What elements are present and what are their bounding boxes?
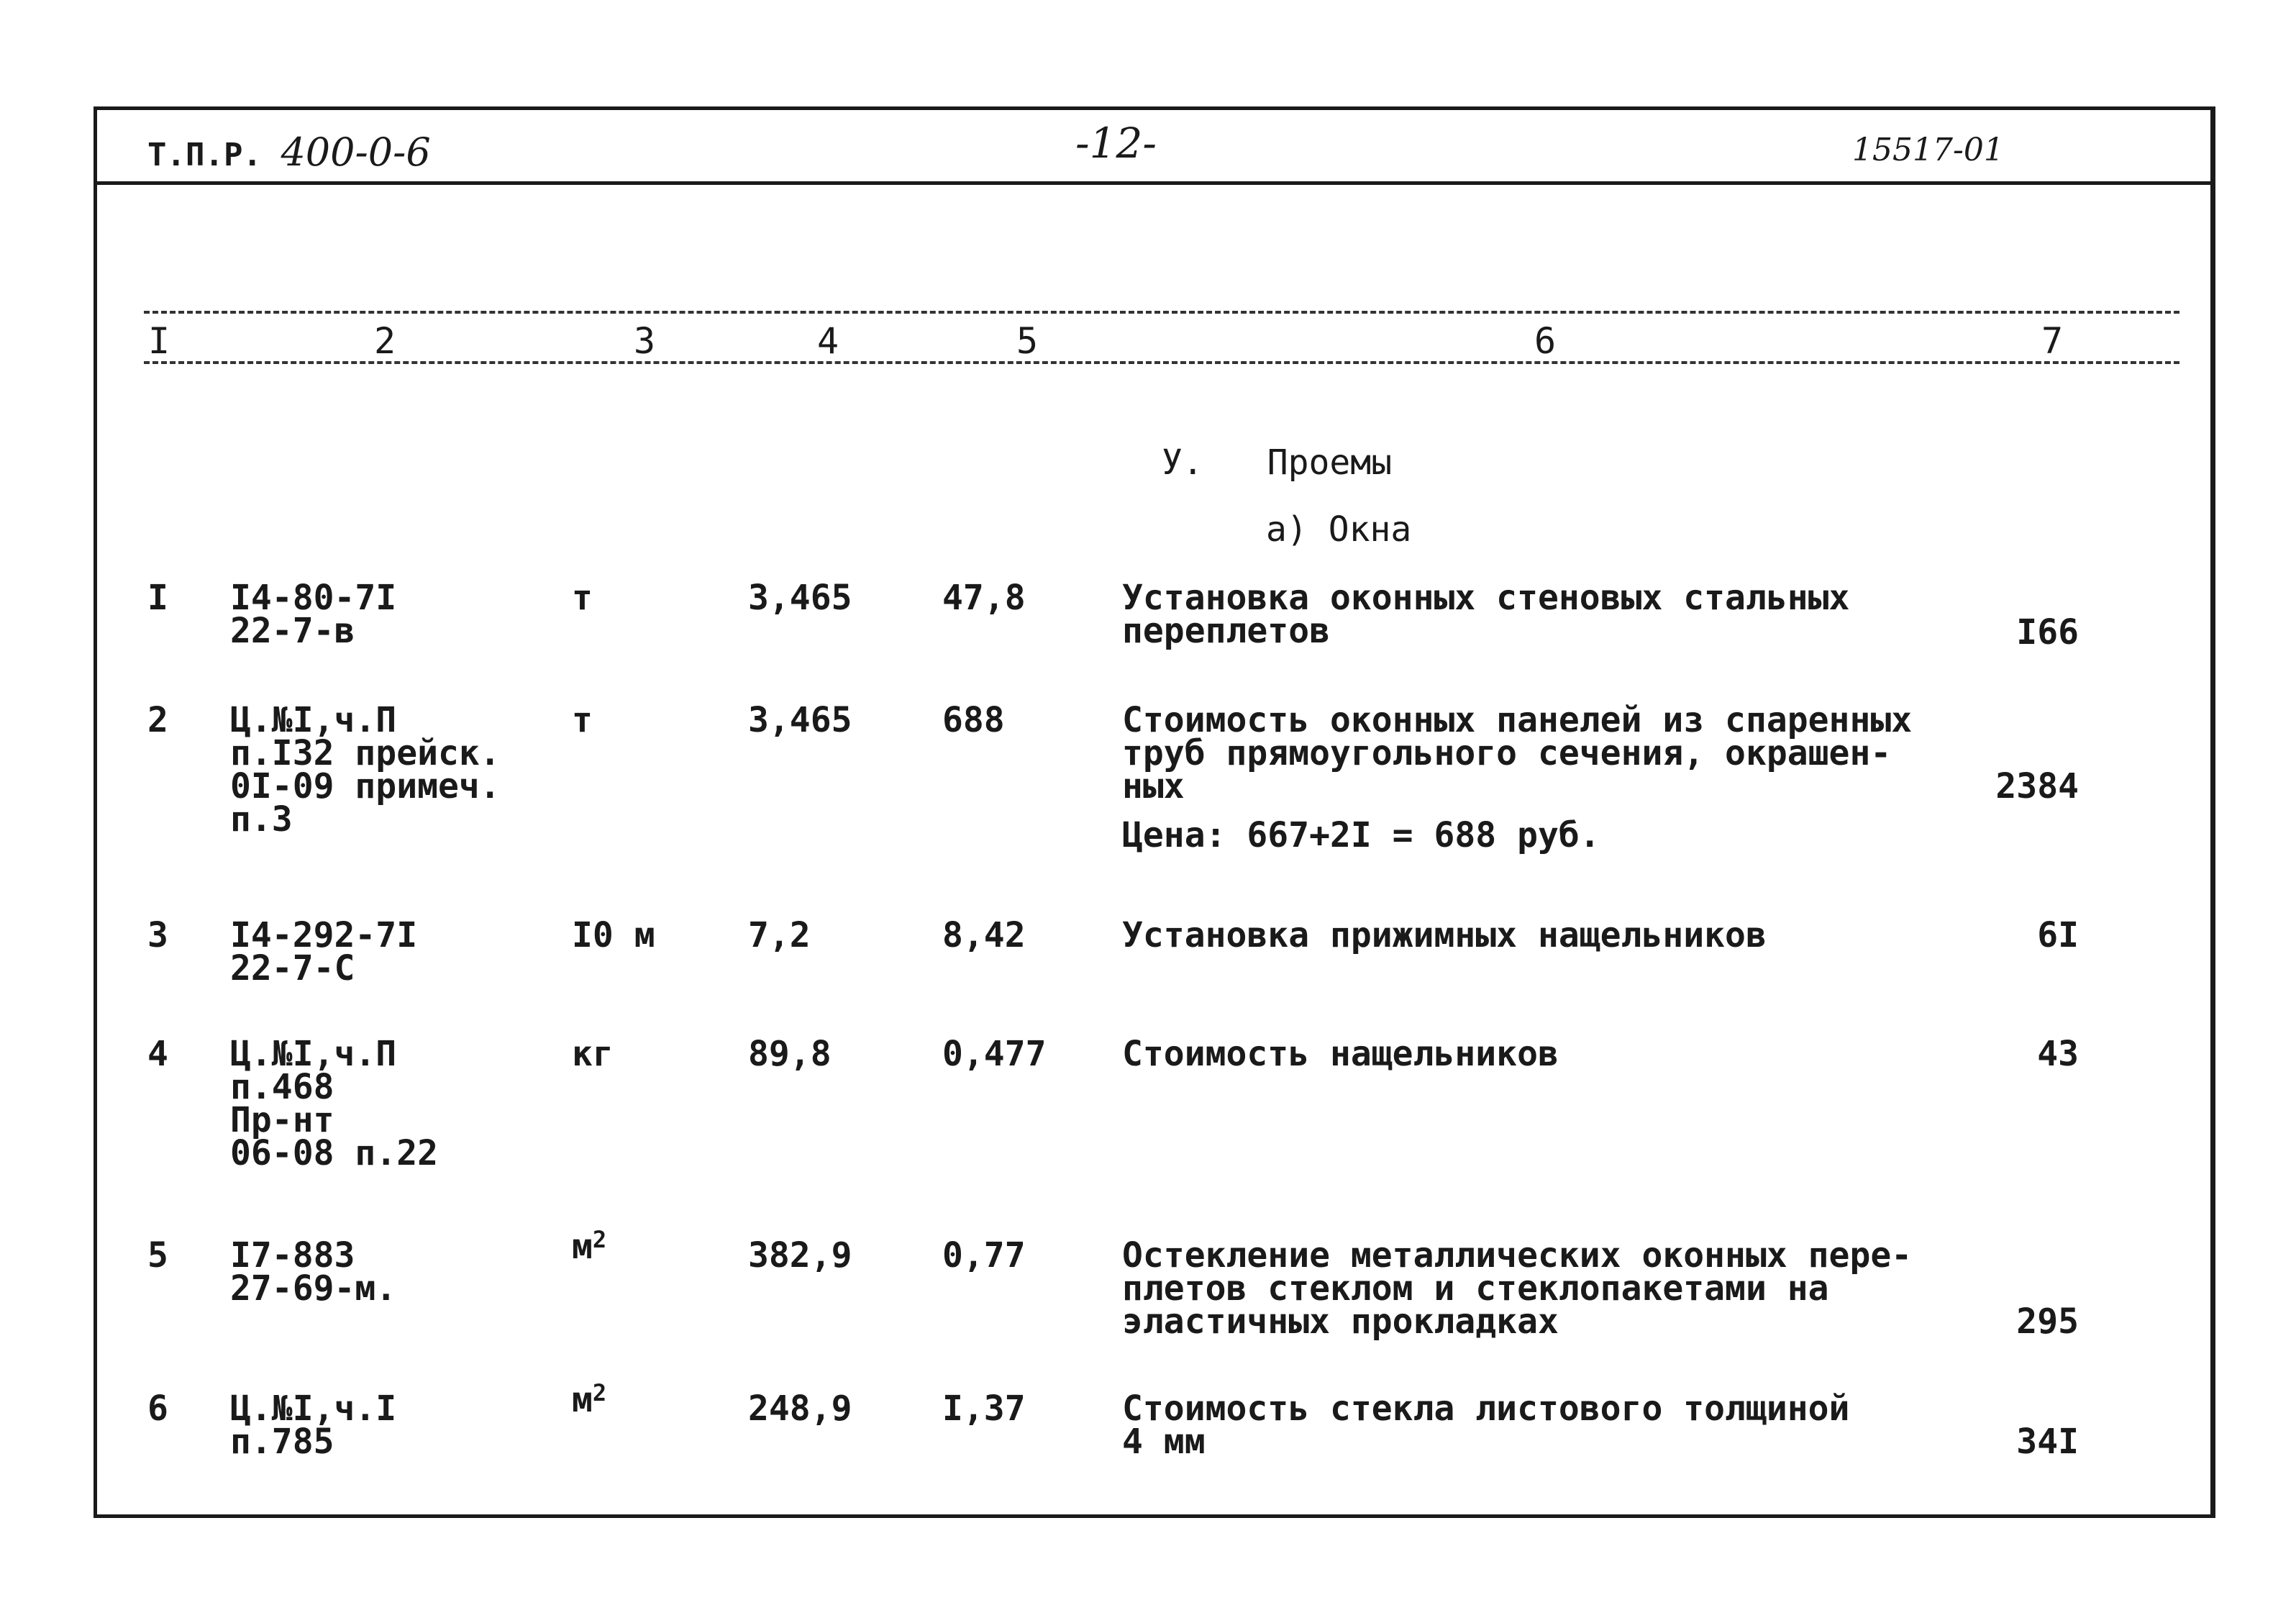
- page-number: -12-: [1075, 119, 1157, 168]
- norm-code: I4-292-7I 22-7-С: [230, 915, 418, 988]
- column-number-6: 6: [1529, 321, 1562, 361]
- row-number: 5: [147, 1235, 168, 1276]
- work-description: Стоимость оконных панелей из спаренных труб прямоугольного сечения, окрашен- ных: [1122, 700, 1913, 806]
- unit: т: [572, 700, 593, 740]
- total-cost: 43: [2037, 1034, 2079, 1074]
- series-number: 400-0-6: [281, 129, 431, 175]
- column-header-top-rule: [144, 311, 2179, 314]
- column-number-2: 2: [368, 321, 401, 361]
- quantity: 3,465: [748, 700, 852, 740]
- work-description: Установка прижимных нащельников: [1122, 915, 1767, 955]
- column-number-4: 4: [811, 321, 844, 361]
- unit-price: 8,42: [942, 915, 1026, 955]
- unit: т: [572, 578, 593, 618]
- norm-code: I7-883 27-69-м.: [230, 1235, 397, 1309]
- unit-price: 688: [942, 700, 1005, 740]
- column-number-5: 5: [1011, 321, 1044, 361]
- section-title: [1162, 442, 1392, 483]
- unit: кг: [572, 1034, 614, 1074]
- doc-code: 15517-01: [1852, 132, 2004, 168]
- price-note: Цена: 667+2I = 688 руб.: [1122, 815, 1600, 855]
- unit-price: I,37: [942, 1389, 1026, 1429]
- quantity: 7,2: [748, 915, 811, 955]
- series-label: Т.П.Р.: [147, 137, 262, 173]
- quantity: 382,9: [748, 1235, 852, 1276]
- unit-price: 0,477: [942, 1034, 1047, 1074]
- total-cost: I66: [2016, 612, 2079, 653]
- column-number-7: 7: [2036, 321, 2069, 361]
- unit-price: 0,77: [942, 1235, 1026, 1276]
- quantity: 89,8: [748, 1034, 832, 1074]
- section-number: У.: [1162, 442, 1203, 483]
- total-cost: 34I: [2016, 1422, 2079, 1462]
- column-header-bottom-rule: [144, 361, 2179, 364]
- row-number: 4: [147, 1034, 168, 1074]
- row-number: 3: [147, 915, 168, 955]
- section-name: Проемы: [1267, 442, 1393, 483]
- total-cost: 6I: [2037, 915, 2079, 955]
- norm-code: Ц.№I,ч.П п.468 Пр-нт 06-08 п.22: [230, 1034, 438, 1173]
- column-number-3: 3: [628, 321, 661, 361]
- unit: I0 м: [572, 915, 655, 955]
- total-cost: 2384: [1995, 766, 2079, 806]
- norm-code: I4-80-7I 22-7-в: [230, 578, 397, 651]
- row-number: 6: [147, 1389, 168, 1429]
- total-cost: 295: [2016, 1301, 2079, 1342]
- unit: $м^2$: [572, 1379, 607, 1420]
- column-number-1: I: [142, 321, 176, 361]
- norm-code: Ц.№I,ч.I п.785: [230, 1389, 397, 1462]
- work-description: Установка оконных стеновых стальных переплетов: [1122, 578, 1850, 651]
- unit: $м^2$: [572, 1226, 607, 1267]
- header-rule: [94, 181, 2215, 185]
- quantity: 3,465: [748, 578, 852, 618]
- row-number: I: [147, 578, 168, 618]
- section-subtitle: а) Окна: [1266, 509, 1412, 550]
- work-description: Стоимость нащельников: [1122, 1034, 1559, 1074]
- row-number: 2: [147, 700, 168, 740]
- work-description: Стоимость стекла листового толщиной 4 мм: [1122, 1389, 1850, 1462]
- norm-code: Ц.№I,ч.П п.I32 прейск. 0I-09 примеч. п.3: [230, 700, 501, 840]
- work-description: Остекление металлических оконных пере- плетов стеклом и стеклопакетами на эластичных прокладках: [1122, 1235, 1913, 1342]
- quantity: 248,9: [748, 1389, 852, 1429]
- header-series: [147, 129, 431, 175]
- unit-price: 47,8: [942, 578, 1026, 618]
